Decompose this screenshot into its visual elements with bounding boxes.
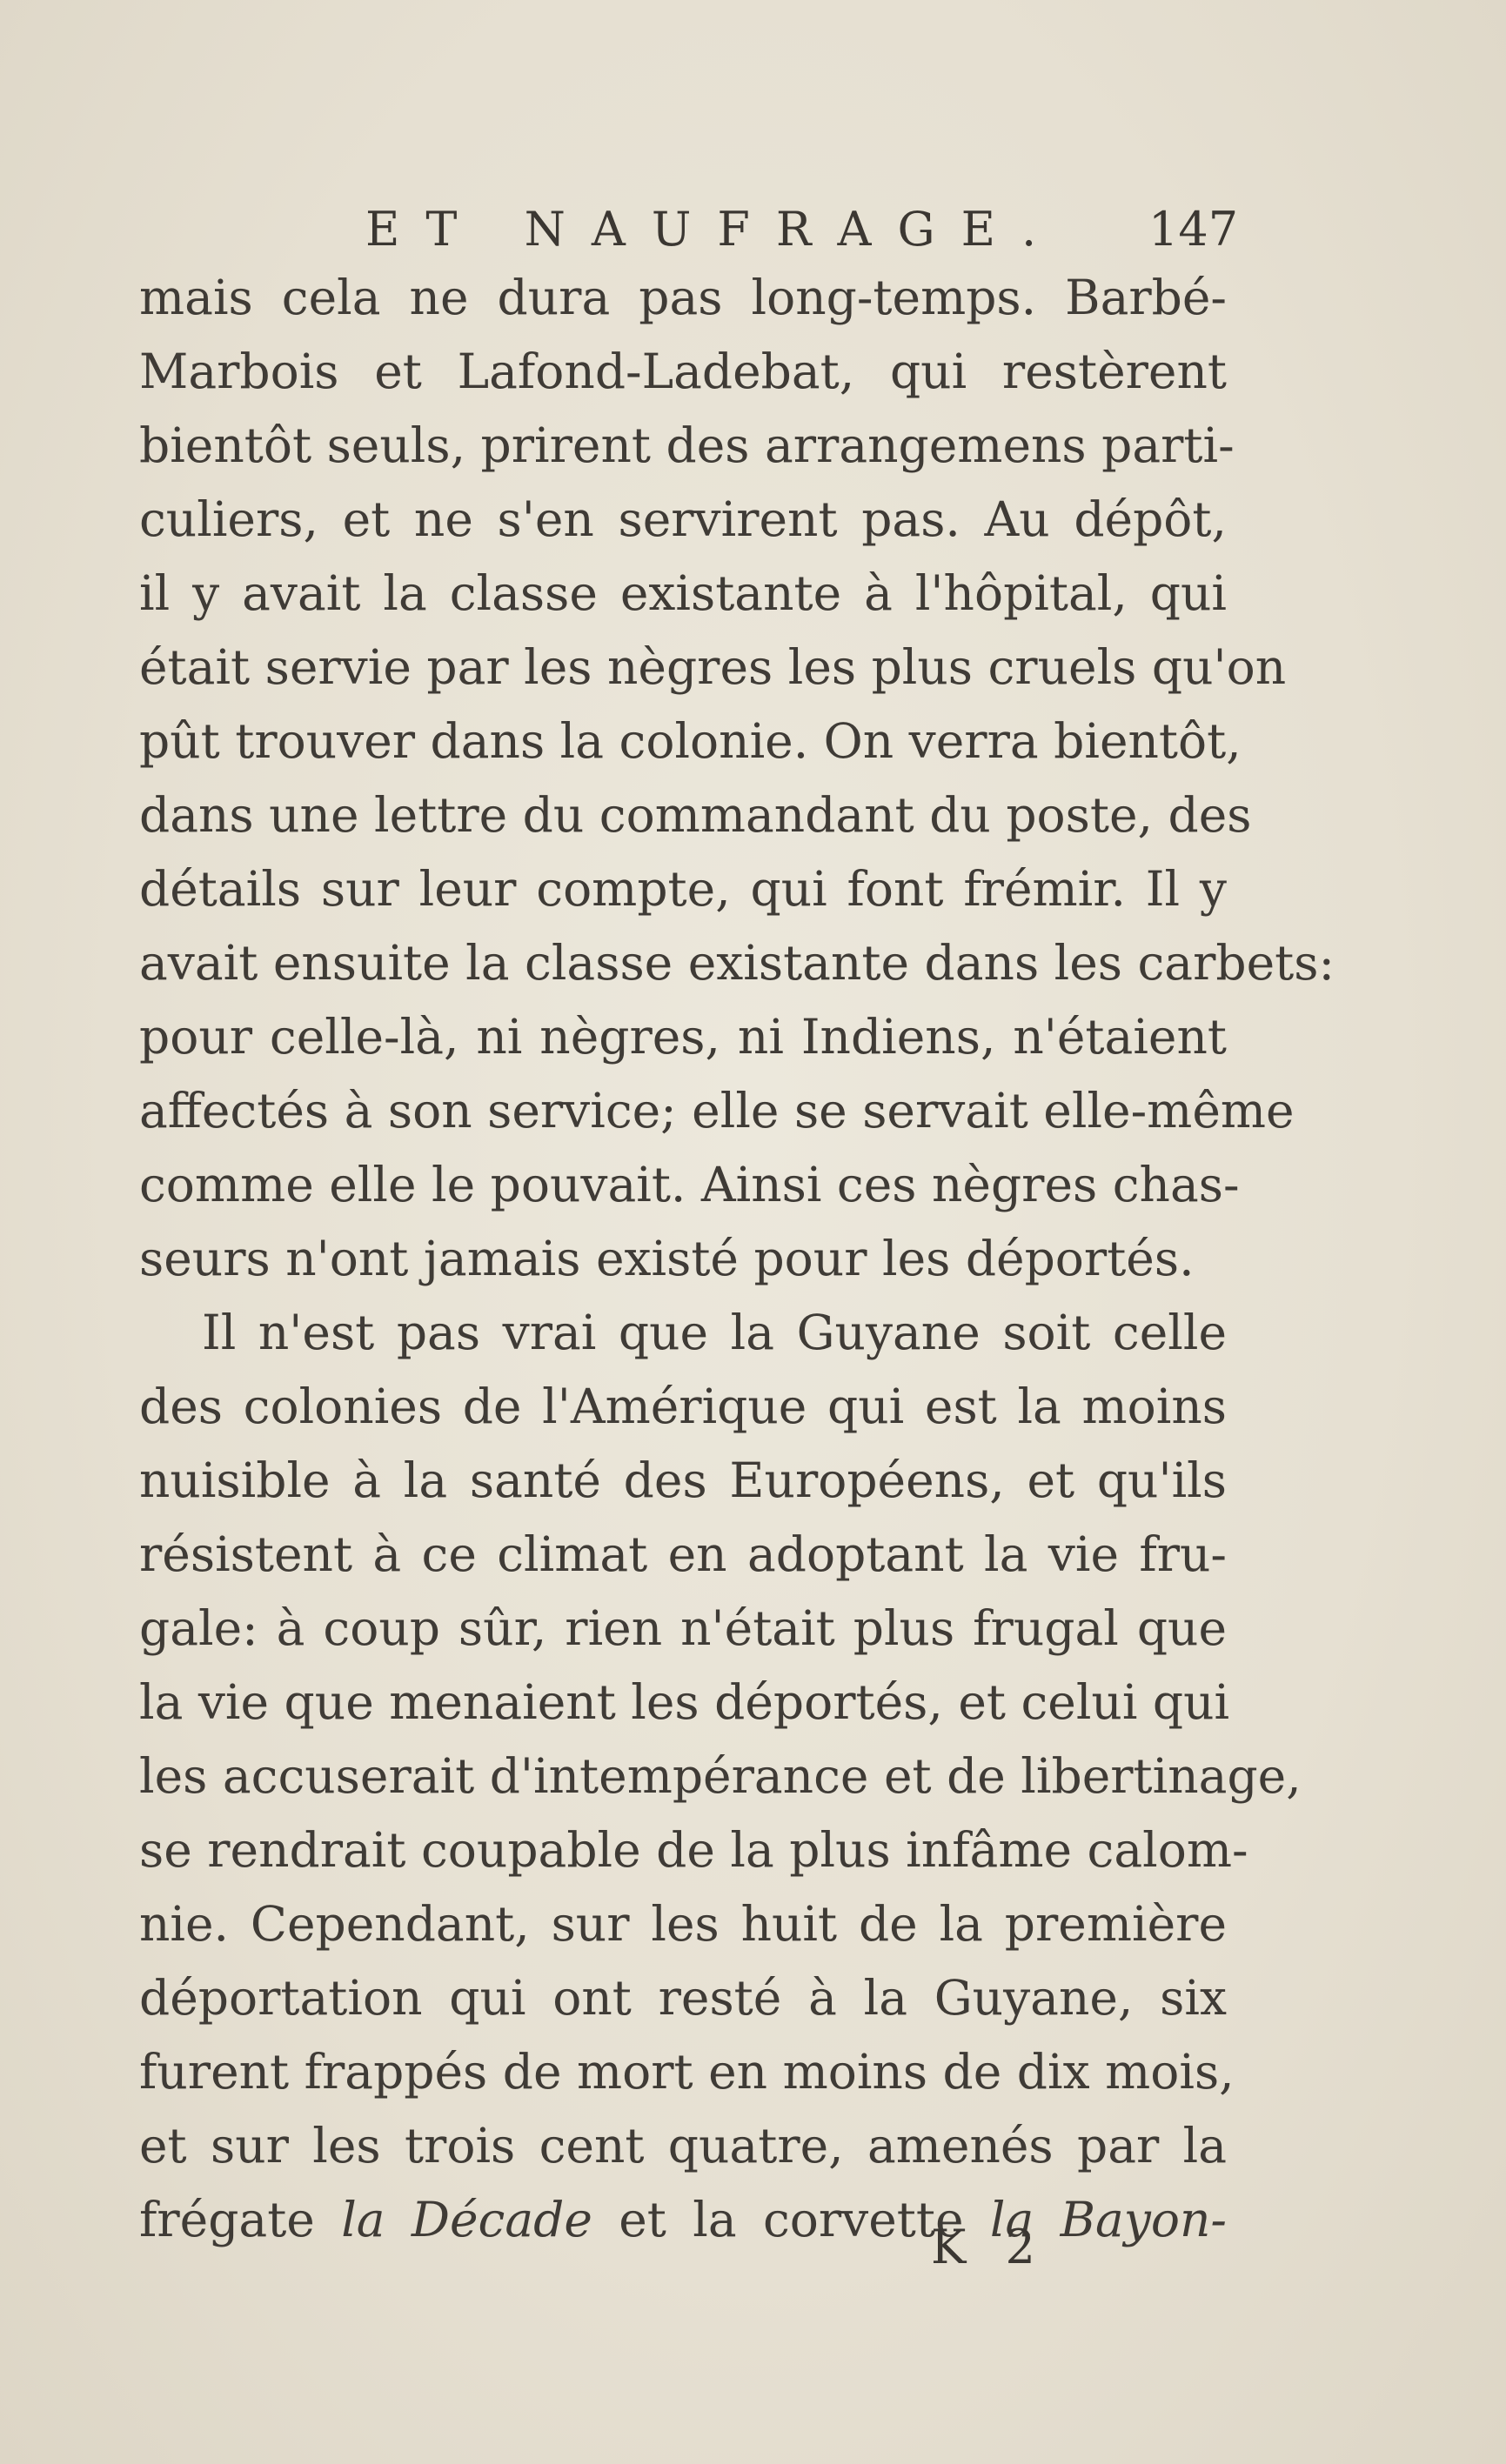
text-line: pour celle-là, ni nègres, ni Indiens, n'étaient bbox=[139, 1009, 1227, 1065]
text-line: les accuserait d'intempérance et de libertinage, bbox=[139, 1748, 1302, 1804]
text-line: nuisible à la santé des Européens, et qu'ils bbox=[139, 1452, 1227, 1508]
text-line: pût trouver dans la colonie. On verra bientôt, bbox=[139, 713, 1242, 769]
text-line: seurs n'ont jamais existé pour les déportés. bbox=[139, 1231, 1195, 1286]
text-line: mais cela ne dura pas long-temps. Barbé- bbox=[139, 270, 1227, 325]
text-line: déportation qui ont resté à la Guyane, six bbox=[139, 1970, 1227, 2026]
text-line: résistent à ce climat en adoptant la vie fru- bbox=[139, 1526, 1227, 1582]
body-text bbox=[139, 261, 1335, 2257]
ship-name-italic: la Bayon- bbox=[989, 2192, 1227, 2247]
text-line: des colonies de l'Amérique qui est la moins bbox=[139, 1379, 1227, 1434]
text-line: la vie que menaient les déportés, et celui qui bbox=[139, 1674, 1230, 1730]
text-line: était servie par les nègres les plus cruels qu'on bbox=[139, 639, 1287, 695]
text-line: culiers, et ne s'en servirent pas. Au dépôt, bbox=[139, 491, 1227, 547]
page-number: 147 bbox=[1148, 202, 1239, 257]
text-line: bientôt seuls, prirent des arrangemens parti- bbox=[139, 417, 1235, 473]
text-line: Marbois et Lafond-Ladebat, qui restèrent bbox=[139, 344, 1227, 399]
gathering-signature: K 2 bbox=[931, 2220, 1048, 2274]
paragraph-start-line: Il n'est pas vrai que la Guyane soit celle bbox=[202, 1305, 1227, 1360]
text-line: comme elle le pouvait. Ainsi ces nègres chas- bbox=[139, 1157, 1240, 1212]
text-segment: frégate bbox=[139, 2192, 342, 2247]
text-segment: et la corvette bbox=[592, 2192, 990, 2247]
text-line: se rendrait coupable de la plus infâme calom- bbox=[139, 1822, 1248, 1878]
text-line: furent frappés de mort en moins de dix mois, bbox=[139, 2044, 1235, 2100]
text-line: dans une lettre du commandant du poste, des bbox=[139, 787, 1252, 843]
ship-name-italic: la Décade bbox=[341, 2192, 592, 2247]
text-line: avait ensuite la classe existante dans les carbets: bbox=[139, 935, 1335, 991]
text-line: affectés à son service; elle se servait elle-même bbox=[139, 1083, 1295, 1139]
text-line: nie. Cependant, sur les huit de la première bbox=[139, 1896, 1227, 1952]
text-line: détails sur leur compte, qui font frémir. Il y bbox=[139, 861, 1227, 917]
running-title: ET NAUFRAGE. bbox=[365, 202, 1063, 257]
text-line: gale: à coup sûr, rien n'était plus frugal que bbox=[139, 1600, 1227, 1656]
text-line: et sur les trois cent quatre, amenés par la bbox=[139, 2118, 1227, 2174]
text-line-final bbox=[139, 2183, 1227, 2257]
text-line: il y avait la classe existante à l'hôpital, qui bbox=[139, 565, 1227, 621]
